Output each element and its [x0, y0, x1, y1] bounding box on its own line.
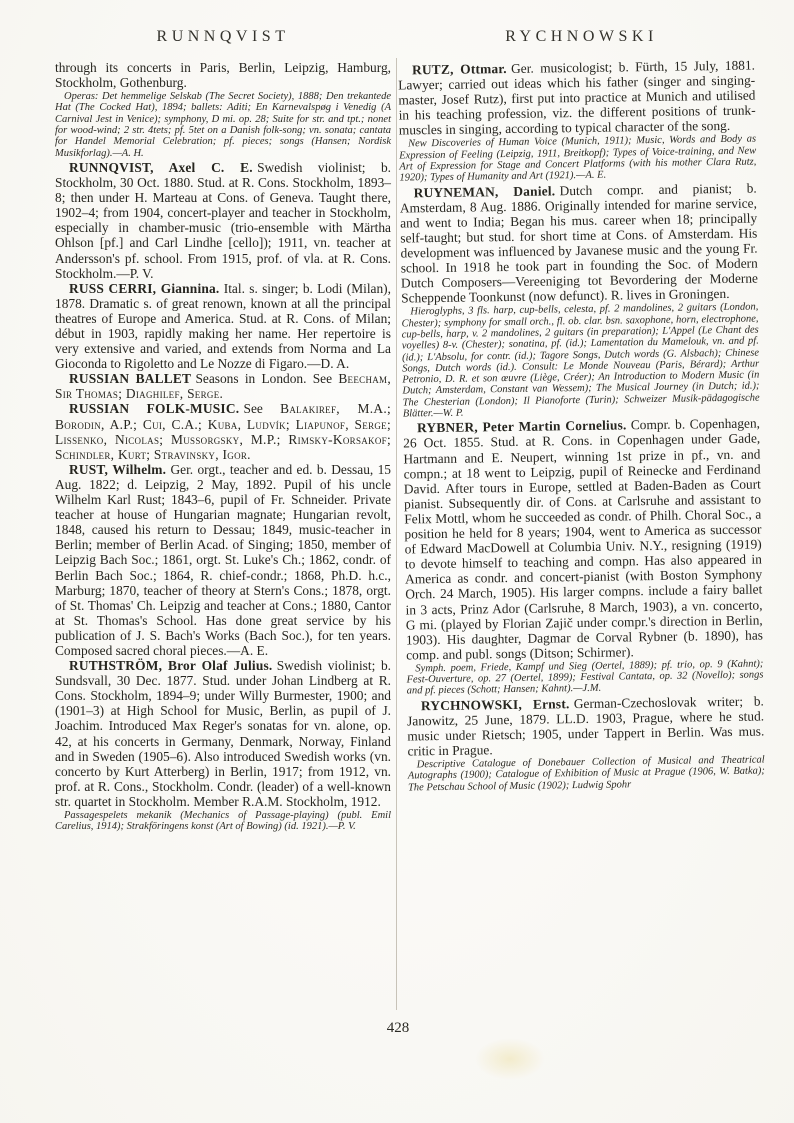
entry-body: German-Czechoslovak writer; b. Janowitz, 25 June, 1879. LL.D. 1903, Prague, where he stud. music under Rietsch; 1905, under Tappert in Berlin. Was mus. critic in Prague. — [406, 693, 765, 759]
entry-headword: RUSSIAN FOLK-MUSIC. — [69, 401, 240, 417]
left-column — [55, 60, 391, 834]
entry-body: Swedish violinist; b. Stockholm, 30 Oct. 1880. Stud. at R. Cons. Stockholm, 1893–8; then under H. Marteau at Cons. of Geneva. Taught there, 1902–4; from 1904, concert-player and teacher in Stockholm, especially in chamber-music (trio-ensemble with Märtha Ohlson [pf.] and Carl Lindhe [cello]); 1911, vn. teacher at Andersson's pf. school. From 1915, prof. of vla. at R. Cons. Stockholm.—P. V. — [55, 159, 391, 281]
entry-body: See — [243, 401, 263, 417]
entry-ruthstrom — [55, 658, 391, 809]
entry-body: Ger. musicologist; b. Fürth, 15 July, 1881. Lawyer; carried out ideas which his father (singer and singing-master, Josef Rutz), first put into practice at Munich and utilised in his teaching profession, viz. the different positions of trunk-muscles in singing, according to typical character of the song. — [398, 57, 756, 138]
entry-headword: RUSSIAN BALLET — [69, 371, 192, 387]
entry-rutz-ottmar — [398, 58, 756, 138]
entry-runnqvist-axel — [55, 160, 391, 281]
right-column — [398, 58, 765, 795]
entry-rybner — [403, 416, 763, 662]
entry-headword: RUTHSTRÖM, Bror Olaf Julius. — [69, 658, 273, 674]
entry-body: Ger. orgt., teacher and ed. b. Dessau, 15 Aug. 1822; d. Leipzig, 2 May, 1892. Pupil of his uncle Wilhelm Karl Rust; 1843–6, pupil of Fr. Schneider. Private teacher at house of Hungarian magnate; Hungarian revolt, 1848, caused his return to Dessau; 1849, music-teacher in Berlin; member of Berlin Acad. of Singing; 1850, member of Leipzig Bach Soc.; 1861, orgt. St. Luke's Ch.; 1862, condr. of Berlin Bach Soc.; 1864, R. chief-condr.; 1868, Ph.D. h.c., Marburg; 1870, teacher of theory at Stern's Cons.; 1878, orgt. of St. Thomas' Ch. Leipzig and teacher at Cons.; 1880, Cantor at St. Thomas's School. Has done great service by his publication of J. S. Bach's Works (Bach Soc.), for ten years. Composed sacred choral pieces.—A. E. — [55, 461, 391, 658]
works-list: New Discoveries of Human Voice (Munich, 1911); Music, Words and Body as Expression of Feeling (Leipzig, 1911, Breitkopf); Types of Voice-training, and New Art of Expression for Stage and Concert Platforms (with his mother Clara Rutz, 1920); Types of Humanity and Art (1921).—A. E. — [399, 134, 757, 184]
entry-headword: RUSS CERRI, Giannina. — [69, 280, 220, 296]
continuation-paragraph: through its concerts in Paris, Berlin, Leipzig, Hamburg, Stockholm, Gothenburg. — [55, 60, 391, 91]
entry-ruyneman-daniel — [400, 180, 759, 306]
entry-body: Seasons in London. See — [195, 371, 333, 387]
column-divider-rule — [396, 58, 397, 1010]
works-list: Passagespelets mekanik (Mechanics of Passage-playing) (publ. Emil Carelius, 1914); Strakföringens konst (Art of Bowing) (id. 1921).—P. V. — [55, 810, 391, 833]
entry-russian-ballet — [55, 371, 391, 401]
works-list: Symph. poem, Friede, Kampf und Sieg (Oertel, 1889); pf. trio, op. 9 (Kahnt); Fest-Ouverture, op. 27 (Oertel, 1899); Festival Cantata, op. 32 (Novello); songs and pf. pieces (Schott; Hansen; Kahnt).—J.M. — [406, 658, 764, 697]
entry-body: Compr. b. Copenhagen, 26 Oct. 1855. Stud. at R. Cons. in Copenhagen under Gade, Hartmann and E. Neupert, winning 1st prize in pf., vn. and compn.; at 18 went to Leipzig, pupil of Reinecke and Ferdinand David. After tours in Europe, settled at Baden-Baden as Court pianist. Subsequently dir. of Cons. at Carlsruhe and assistant to Felix Mottl, whom he succeeded as condr. of Philh. Choral Soc., a position he held for 8 years; 1904, went to America as successor of Edward MacDowell at Columbia Univ. N.Y., resigning (1919) to devote himself to teaching and compn. Has also appeared in America as condr. and concert-pianist (with Boston Symphony Orch. 24 March, 1905). His larger compns. include a fairy ballet in 3 acts, Prinz Ador (Carlsruhe, 8 March, 1903), a vn. concerto, G mi. (played by Florian Zajič under compr.'s direction in Berlin, 1903). His daughter, Dagmar de Corval Rybner (b. 1890), has comp. and publ. songs (Ditson; Schirmer). — [403, 415, 764, 663]
entry-headword: RYBNER, Peter Martin Cornelius. — [416, 417, 627, 436]
running-head-left: RUNNQVIST — [156, 28, 290, 45]
entry-body: Dutch compr. and pianist; b. Amsterdam, 8 Aug. 1886. Originally intended for marine service, and went to India; Began his mus. career when 18; principally self-taught; but stud. for short time at Cons. of Amsterdam. His development was influenced by Javanese music and the young Fr. school. In 1918 he took part in founding the Soc. of Modern Dutch Composers—Vereeniging tot Bevordering der Moderne Scheppende Toonkunst (now defunct). R. lives in Groningen. — [399, 180, 759, 306]
entry-body: Swedish violinist; b. Sundsvall, 30 Dec. 1877. Stud. under Johan Lindberg at R. Cons. Stockholm, 1894–9; under Willy Burmester, 1900; and (1901–3) at High School for Music, Berlin, as pupil of J. Joachim. Introduced Max Reger's sonatas for vn. alone, op. 42, at his concerts in Germany, Denmark, Norway, Finland and in Sweden (1905–6). Also introduced Swedish works (vn. concerto by Kurt Atterberg) in Berlin, 1917; from 1912, vn. prof. at R. Cons., Stockholm. Condr. (leader) of a well-known str. quartet in Stockholm. Member R.A.M. Stockholm, 1912. — [55, 658, 391, 809]
entry-headword: RUYNEMAN, Daniel. — [413, 182, 556, 200]
cross-references: Beecham, Sir Thomas; Diaghilef, Serge. — [55, 371, 391, 402]
entry-headword: RUST, Wilhelm. — [69, 461, 167, 477]
paper-stain — [475, 1038, 545, 1080]
entry-headword: RUNNQVIST, Axel C. E. — [69, 159, 253, 175]
entry-russ-cerri — [55, 281, 391, 372]
entry-headword: RYCHNOWSKI, Ernst. — [420, 695, 570, 714]
works-list: Hieroglyphs, 3 fls. harp, cup-bells, celesta, pf. 2 mandolines, 2 guitars (London, Chester); symphony for small orch., fl. ob. clar. bsn. saxophone, horn, electrophone, cup-bells, harp, v. 2 mandolines, 2 guitars (in preparation); L'Appel (Le Chant des voyelles) 8-v. (Chester); sonatina, pf. (id.); Lamentation du Mamelouk, vn. and pf. (id.); L'Absolu, for contr. (id.); Tagore Songs, Dutch words (G. Alsbach); Chinese Songs, Dutch words (id.). Consult: Le Monde Nouveau (Paris, Bérard); Arthur Petronio, D. R. et son œuvre (Liège, Créer); An Introduction to Modern Music (in Dutch; Amsterdam, Constant van Wessem); The Musical Journey (in Dutch; id.); The Chesterian (London); Il Pianoforte (Turin); Schweizer Musik-pädagogische Blätter.—W. P. — [401, 301, 760, 420]
entry-headword: RUTZ, Ottmar. — [411, 61, 507, 78]
entry-rychnowski — [407, 693, 765, 758]
page-number: 428 — [386, 1020, 410, 1036]
cross-references: Balakiref, M.A.; Borodin, A.P.; Cui, C.A.; Kuba, Ludvík; Liapunof, Serge; Lissenko, Nicolas; Mussorgsky, M.P.; Rimsky-Korsakof; Schindler, Kurt; Stravinsky, Igor. — [55, 401, 391, 462]
works-list: Operas: Det hemmelige Selskab (The Secret Society), 1888; Den trekantede Hat (The Cocked Hat), 1894; ballets: Aditi; En Karnevalspøg i Venedig (A Carnival Jest in Venice); symphony, D mi. op. 28; Suite for str. and tpt.; nonet for wood-wind; 2 str. 4tets; pf. 5tet on a Danish folk-song; vn. sonata; cantata for Handel Memorial Celebration; pf. pieces; songs (Hansen; Nordisk Musikforlag).—A. H. — [55, 91, 391, 159]
entry-russian-folk-music — [55, 401, 391, 461]
works-list: Descriptive Catalogue of Donebauer Collection of Musical and Theatrical Autographs (1900); Catalogue of Exhibition of Music at Prague (1906, W. Batka); The Petschau School of Music (1902); Ludwig Spohr — [407, 754, 765, 794]
running-head-right: RYCHNOWSKI — [505, 28, 658, 45]
entry-body: Ital. s. singer; b. Lodi (Milan), 1878. Dramatic s. of great renown, known at all the principal theatres of Europe and America. Stud. at R. Cons. of Milan; début in 1903, rapidly making her name. Her repertoire is very extensive and varied, and extends from Norma and La Gioconda to Rigoletto and Le Nozze di Figaro.—D. A. — [55, 280, 391, 372]
entry-rust-wilhelm — [55, 462, 391, 658]
